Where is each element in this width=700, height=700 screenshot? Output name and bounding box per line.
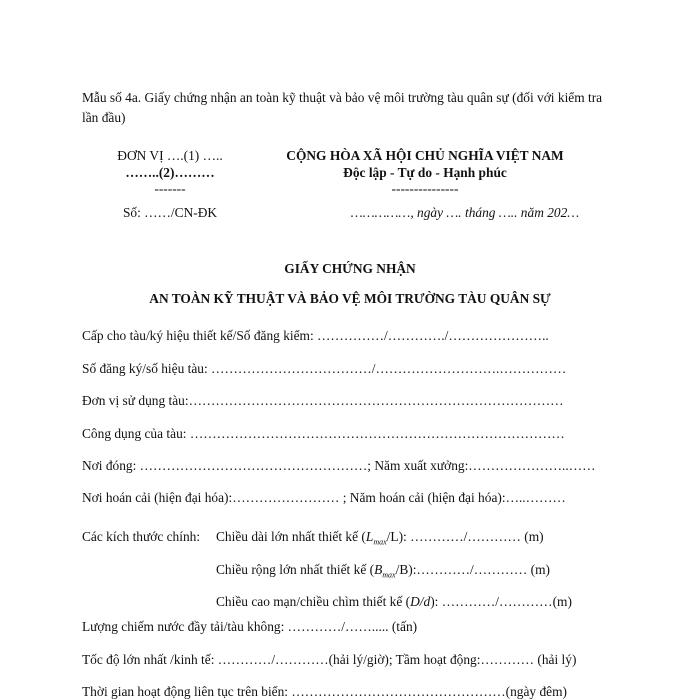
dimension-length-subscript: max — [373, 537, 387, 547]
issuing-unit-line2: ……..(2)……… — [125, 165, 215, 180]
place-date-line: ……………, ngày …. tháng ….. năm 202… — [350, 205, 580, 220]
field-operating-unit: Đơn vị sử dụng tàu:………………………………………………………………………… — [82, 393, 564, 408]
dimension-depth-value: ): …………/…………(m) — [430, 594, 572, 609]
left-separator: ------- — [154, 181, 186, 196]
dimension-length-symbol: L — [365, 529, 374, 544]
document-number: Số: ……/CN-ĐK — [122, 205, 218, 220]
dimension-length-label: Chiều dài lớn nhất thiết kế ( — [216, 529, 366, 544]
certificate-subtitle: AN TOÀN KỸ THUẬT VÀ BẢO VỆ MÔI TRƯỜNG TÀU QUÂN SỰ — [149, 291, 551, 306]
field-vessel-design-registry: Cấp cho tàu/ký hiệu thiết kế/Số đăng kiểm: ……………/…………./………………….. — [82, 328, 549, 343]
dimension-depth-symbol: D/d — [410, 594, 431, 609]
field-speed-range: Tốc độ lớn nhất /kinh tế: …………/…………(hải lý/giờ); Tầm hoạt động:………… (hải lý) — [82, 652, 577, 667]
field-registration-hull-number: Số đăng ký/số hiệu tàu: ………………………………/……………………….…………… — [82, 361, 567, 376]
main-dimensions-label: Các kích thước chính: — [82, 529, 201, 544]
field-endurance: Thời gian hoạt động liên tục trên biển: …………………………………………(ngày đêm) — [82, 684, 567, 699]
form-template-note: Mẫu số 4a. Giấy chứng nhận an toàn kỹ thuật và bảo vệ môi trường tàu quân sự (đối với kiểm tra lần đầu) — [82, 90, 603, 125]
issuing-unit-line1: ĐƠN VỊ ….(1) ….. — [117, 148, 223, 163]
dimension-breadth-subscript: max — [382, 570, 396, 580]
certificate-title: GIẤY CHỨNG NHẬN — [284, 261, 416, 276]
field-build-place-year: Nơi đóng: ……………………………………………; Năm xuất xưởng:…………………..…… — [82, 458, 596, 473]
dimension-depth-draft — [216, 594, 572, 610]
right-separator: --------------- — [391, 181, 459, 196]
field-displacement: Lượng chiếm nước đầy tải/tàu không: …………/……..... (tấn) — [82, 619, 418, 634]
national-title: CỘNG HÒA XÃ HỘI CHỦ NGHĨA VIỆT NAM — [286, 148, 564, 163]
dimension-length — [216, 529, 544, 551]
dimension-breadth-label: Chiều rộng lớn nhất thiết kế ( — [216, 562, 375, 577]
field-vessel-purpose: Công dụng của tàu: ………………………………………………………………………… — [82, 426, 565, 441]
dimension-breadth — [216, 562, 550, 584]
dimension-breadth-value: /B):…………/………… (m) — [395, 562, 550, 577]
national-motto: Độc lập - Tự do - Hạnh phúc — [343, 165, 507, 180]
dimension-breadth-symbol: B — [374, 562, 383, 577]
dimension-depth-label: Chiều cao mạn/chiều chìm thiết kế ( — [216, 594, 411, 609]
dimension-length-value: /L): …………/………… (m) — [386, 529, 544, 544]
field-conversion-place-year: Nơi hoán cải (hiện đại hóa):…………………… ; Năm hoán cải (hiện đại hóa):…..……… — [82, 490, 566, 505]
